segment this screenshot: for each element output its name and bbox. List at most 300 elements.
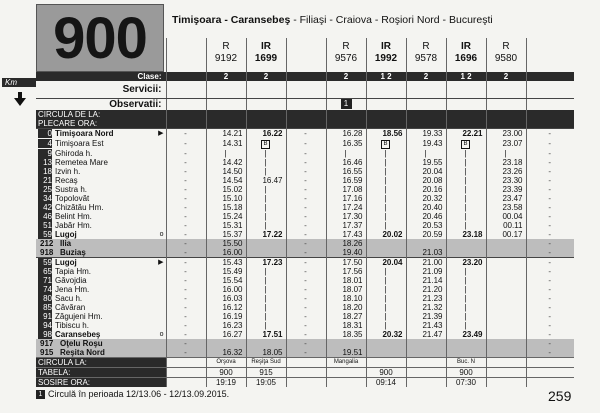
time-cell: | <box>366 267 406 276</box>
time-cell: - <box>166 149 206 158</box>
station-marker: ▶ <box>158 259 164 266</box>
time-cell: | <box>246 294 286 303</box>
time-cell: - <box>526 185 574 194</box>
time-cell <box>326 339 366 348</box>
branch-station: Reşita Nord <box>60 348 105 357</box>
station-name <box>36 303 166 312</box>
time-cell: 17.50 <box>326 258 366 268</box>
empty-cell <box>446 110 486 119</box>
time-cell: 23.26 <box>486 167 526 176</box>
station-row <box>36 129 574 139</box>
time-cell: - <box>526 158 574 167</box>
time-cell: | <box>486 149 526 158</box>
time-cell: | <box>366 321 406 330</box>
time-cell: 17.43 <box>326 230 366 239</box>
station-name <box>36 330 166 339</box>
time-cell: - <box>166 303 206 312</box>
arrival-cell <box>326 378 366 388</box>
time-cell: - <box>286 138 326 149</box>
time-cell <box>446 248 486 258</box>
time-cell: 17.23 <box>246 258 286 268</box>
train-category: R <box>502 41 510 52</box>
down-arrow-icon <box>14 92 26 106</box>
time-cell: | <box>246 194 286 203</box>
train-header <box>326 38 366 72</box>
time-cell: | <box>366 185 406 194</box>
time-cell: - <box>526 348 574 358</box>
station-label: Chizătău Hm. <box>55 203 104 212</box>
time-cell: - <box>526 194 574 203</box>
empty-cell <box>166 119 206 129</box>
time-cell: 16.22 <box>246 129 286 139</box>
row-label: PLECARE ORA: <box>36 119 166 129</box>
empty-cell <box>246 119 286 129</box>
time-cell: | <box>446 176 486 185</box>
time-cell: | <box>366 194 406 203</box>
time-cell: 20.04 <box>406 167 446 176</box>
time-cell: - <box>526 258 574 268</box>
time-cell <box>406 339 446 348</box>
time-cell: 23.47 <box>486 194 526 203</box>
station-name <box>36 321 166 330</box>
station-label: Jabăr Hm. <box>55 221 92 230</box>
station-row <box>36 138 574 149</box>
station-row <box>36 203 574 212</box>
destination-cell: Buc. N <box>446 358 486 368</box>
empty-cell <box>326 119 366 129</box>
time-cell: - <box>286 221 326 230</box>
time-cell: - <box>526 221 574 230</box>
observation-cell <box>406 98 446 110</box>
time-cell: 00.17 <box>486 230 526 239</box>
train-number: 9192 <box>214 53 238 64</box>
time-cell: 15.02 <box>206 185 246 194</box>
time-cell: - <box>166 194 206 203</box>
station-label: Topolovăt <box>55 194 90 203</box>
time-cell: | <box>366 176 406 185</box>
time-cell: | <box>446 212 486 221</box>
route-title-bold: Timişoara - Caransebeş <box>172 14 291 26</box>
tabela-cell <box>406 368 446 378</box>
empty-cell <box>526 110 574 119</box>
time-cell: - <box>526 330 574 339</box>
station-name <box>36 276 166 285</box>
bed-icon: B <box>463 141 468 147</box>
time-cell: 19.51 <box>326 348 366 358</box>
time-cell: - <box>286 212 326 221</box>
page-number: 259 <box>548 388 572 404</box>
station-label: Tapia Hm. <box>55 267 92 276</box>
tabela-cell: 900 <box>446 368 486 378</box>
time-cell: - <box>526 212 574 221</box>
arrival-cell: 07:30 <box>446 378 486 388</box>
time-cell: - <box>166 167 206 176</box>
time-cell <box>446 138 486 149</box>
station-name <box>36 312 166 321</box>
station-label: Sustra h. <box>55 185 88 194</box>
time-cell: 21.23 <box>406 294 446 303</box>
train-number: 9580 <box>494 53 518 64</box>
time-cell: - <box>166 330 206 339</box>
station-row <box>36 312 574 321</box>
time-cell: 20.32 <box>366 330 406 339</box>
destination-cell <box>526 358 574 368</box>
branch-row <box>36 339 574 348</box>
time-cell: - <box>166 339 206 348</box>
time-cell: - <box>526 149 574 158</box>
station-row <box>36 276 574 285</box>
station-row <box>36 303 574 312</box>
empty-cell <box>326 110 366 119</box>
time-cell: | <box>446 194 486 203</box>
empty-cell <box>446 119 486 129</box>
km-value: 94 <box>38 321 52 330</box>
observation-cell <box>486 98 526 110</box>
train-number: 1992 <box>374 53 398 64</box>
station-name <box>36 158 166 167</box>
time-cell: - <box>286 203 326 212</box>
time-cell: - <box>166 258 206 268</box>
destination-cell <box>486 358 526 368</box>
time-cell: - <box>526 176 574 185</box>
label-row-plecare_ora <box>36 119 574 129</box>
time-cell: 21.14 <box>406 276 446 285</box>
time-cell: 19.33 <box>406 129 446 139</box>
time-cell <box>486 276 526 285</box>
time-cell: 16.59 <box>326 176 366 185</box>
station-label: Căvăran <box>55 303 86 312</box>
station-row <box>36 158 574 167</box>
time-cell: 20.02 <box>366 230 406 239</box>
time-cell: 23.58 <box>486 203 526 212</box>
time-cell: - <box>526 138 574 149</box>
time-cell <box>486 330 526 339</box>
time-cell: 15.37 <box>206 230 246 239</box>
station-row <box>36 212 574 221</box>
station-row <box>36 185 574 194</box>
time-cell: 15.24 <box>206 212 246 221</box>
time-cell: 20.46 <box>406 212 446 221</box>
time-cell: 18.07 <box>326 285 366 294</box>
branch-name <box>36 348 166 358</box>
time-cell: 16.27 <box>206 330 246 339</box>
station-row <box>36 285 574 294</box>
class-cell: 1 2 <box>366 72 406 81</box>
destination-cell <box>166 358 206 368</box>
branch-row <box>36 348 574 358</box>
time-cell: 16.28 <box>326 129 366 139</box>
time-cell: | <box>446 276 486 285</box>
observation-cell <box>166 98 206 110</box>
time-cell: 16.00 <box>206 248 246 258</box>
time-cell: - <box>166 138 206 149</box>
time-cell: 18.05 <box>246 348 286 358</box>
arrival-cell: 19:19 <box>206 378 246 388</box>
time-cell: - <box>526 129 574 139</box>
km-value: 46 <box>38 212 52 221</box>
time-cell <box>486 285 526 294</box>
time-cell: 14.31 <box>206 138 246 149</box>
km-value: 21 <box>38 176 52 185</box>
station-name <box>36 167 166 176</box>
services-row <box>36 81 574 98</box>
service-cell <box>286 81 326 98</box>
time-cell: - <box>166 176 206 185</box>
station-label: Zăgujeni Hm. <box>55 312 103 321</box>
tabela-cell <box>526 368 574 378</box>
arrival-cell: 19:05 <box>246 378 286 388</box>
station-marker: o <box>159 231 164 238</box>
time-cell: - <box>166 203 206 212</box>
station-row <box>36 221 574 230</box>
time-cell: - <box>286 339 326 348</box>
time-cell: 16.12 <box>206 303 246 312</box>
time-cell <box>366 239 406 248</box>
time-cell: | <box>206 149 246 158</box>
time-cell: - <box>286 176 326 185</box>
km-value: 74 <box>38 285 52 294</box>
time-cell: | <box>246 312 286 321</box>
time-cell: 21.09 <box>406 267 446 276</box>
time-cell: - <box>526 321 574 330</box>
service-cell <box>206 81 246 98</box>
time-cell: 21.39 <box>406 312 446 321</box>
observation-cell <box>366 98 406 110</box>
train-category: R <box>342 41 350 52</box>
time-cell <box>406 239 446 248</box>
train-header <box>526 38 574 72</box>
station-label: Ghiroda h. <box>55 149 93 158</box>
branch-number: 918 <box>40 248 54 257</box>
train-number: 9576 <box>334 53 358 64</box>
time-cell <box>206 339 246 348</box>
tabela-row <box>36 368 574 378</box>
time-cell: | <box>446 321 486 330</box>
circula-la-row <box>36 358 574 368</box>
empty-cell <box>526 119 574 129</box>
route-title <box>172 14 493 26</box>
time-cell <box>486 248 526 258</box>
time-cell: | <box>366 276 406 285</box>
time-cell: - <box>286 230 326 239</box>
time-cell: 15.50 <box>206 239 246 248</box>
time-cell: - <box>286 330 326 339</box>
time-cell: - <box>526 312 574 321</box>
time-cell: - <box>526 276 574 285</box>
time-cell: - <box>166 267 206 276</box>
km-label: Km <box>2 78 36 87</box>
time-cell: | <box>406 149 446 158</box>
empty-cell <box>286 119 326 129</box>
time-cell: - <box>286 294 326 303</box>
time-cell: | <box>246 158 286 167</box>
station-row <box>36 176 574 185</box>
train-header <box>406 38 446 72</box>
time-cell: 18.10 <box>326 294 366 303</box>
time-cell: - <box>526 303 574 312</box>
km-value: 13 <box>38 158 52 167</box>
station-name <box>36 267 166 276</box>
time-cell: 14.50 <box>206 167 246 176</box>
tabela-cell: 915 <box>246 368 286 378</box>
empty-cell <box>246 110 286 119</box>
station-row <box>36 149 574 158</box>
time-cell: - <box>286 167 326 176</box>
time-cell: - <box>166 312 206 321</box>
time-cell: 20.32 <box>406 194 446 203</box>
observation-cell <box>526 98 574 110</box>
km-value: 25 <box>38 185 52 194</box>
time-cell: - <box>526 203 574 212</box>
empty-cell <box>166 110 206 119</box>
km-value: 42 <box>38 203 52 212</box>
time-cell: | <box>246 149 286 158</box>
service-cell <box>406 81 446 98</box>
km-value: 80 <box>38 294 52 303</box>
empty-cell <box>286 110 326 119</box>
time-cell <box>486 294 526 303</box>
destination-cell <box>286 358 326 368</box>
class-cell: 1 2 <box>446 72 486 81</box>
station-row <box>36 230 574 239</box>
km-value: 34 <box>38 194 52 203</box>
time-cell: - <box>286 194 326 203</box>
time-cell: | <box>446 267 486 276</box>
timetable <box>36 38 574 387</box>
tabela-cell <box>286 368 326 378</box>
time-cell: 21.03 <box>406 248 446 258</box>
time-cell: 21.43 <box>406 321 446 330</box>
time-cell: 18.26 <box>326 239 366 248</box>
station-label: Tibiscu h. <box>55 321 89 330</box>
km-value: 71 <box>38 276 52 285</box>
time-cell: | <box>446 158 486 167</box>
time-cell: - <box>526 239 574 248</box>
destination-cell: Reşiţa Sud <box>246 358 286 368</box>
time-cell: 19.40 <box>326 248 366 258</box>
observation-cell <box>246 98 286 110</box>
station-marker: o <box>159 331 164 338</box>
time-cell: 15.10 <box>206 194 246 203</box>
time-cell: | <box>446 149 486 158</box>
observation-cell <box>286 98 326 110</box>
time-cell: | <box>366 221 406 230</box>
train-header-row <box>36 38 574 72</box>
row-label: SOSIRE ORA: <box>36 378 166 388</box>
empty-cell <box>486 110 526 119</box>
time-cell <box>366 339 406 348</box>
km-value: 18 <box>38 167 52 176</box>
time-cell: 00.11 <box>486 221 526 230</box>
time-cell: | <box>326 149 366 158</box>
time-cell: 18.27 <box>326 312 366 321</box>
station-row <box>36 294 574 303</box>
train-header <box>206 38 246 72</box>
class-cell: 2 <box>206 72 246 81</box>
station-label: Timişoara Nord <box>55 129 114 138</box>
time-cell: - <box>286 258 326 268</box>
time-cell <box>486 339 526 348</box>
station-name <box>36 129 166 139</box>
station-marker: ▶ <box>158 130 164 137</box>
train-header <box>446 38 486 72</box>
time-cell: - <box>286 239 326 248</box>
km-value: 59 <box>38 230 52 239</box>
station-name <box>36 138 166 149</box>
classes-label: Clase: <box>36 72 166 81</box>
class-cell <box>526 72 574 81</box>
service-cell <box>246 81 286 98</box>
time-cell: - <box>166 239 206 248</box>
branch-row <box>36 248 574 258</box>
observation-cell <box>326 98 366 110</box>
time-cell: 18.56 <box>366 129 406 139</box>
destination-cell: Orşova <box>206 358 246 368</box>
time-cell: 19.55 <box>406 158 446 167</box>
time-cell: 15.31 <box>206 221 246 230</box>
time-cell: | <box>446 285 486 294</box>
empty-cell <box>366 119 406 129</box>
time-cell: 21.20 <box>406 285 446 294</box>
time-cell: 16.00 <box>206 285 246 294</box>
arrival-cell <box>526 378 574 388</box>
train-header <box>166 38 206 72</box>
arrival-cell <box>286 378 326 388</box>
time-cell: | <box>246 276 286 285</box>
km-value: 98 <box>38 330 52 339</box>
time-cell: - <box>166 221 206 230</box>
time-cell: 23.00 <box>486 129 526 139</box>
time-cell: | <box>366 312 406 321</box>
time-cell: - <box>526 267 574 276</box>
time-cell <box>246 138 286 149</box>
class-cell: 2 <box>246 72 286 81</box>
station-name <box>36 230 166 239</box>
station-row <box>36 330 574 339</box>
time-cell: | <box>366 294 406 303</box>
time-cell: 23.20 <box>446 258 486 268</box>
train-header <box>246 38 286 72</box>
station-name <box>36 203 166 212</box>
train-header <box>366 38 406 72</box>
time-cell <box>246 239 286 248</box>
time-cell: 21.00 <box>406 258 446 268</box>
time-cell: | <box>246 285 286 294</box>
time-cell: 20.04 <box>366 258 406 268</box>
service-cell <box>486 81 526 98</box>
time-cell: 17.30 <box>326 212 366 221</box>
time-cell: - <box>286 303 326 312</box>
time-cell <box>446 348 486 358</box>
time-cell <box>366 248 406 258</box>
time-cell: 18.20 <box>326 303 366 312</box>
observation-cell <box>206 98 246 110</box>
km-value: 9 <box>38 149 52 158</box>
time-cell: 17.08 <box>326 185 366 194</box>
time-cell: - <box>166 185 206 194</box>
station-label: Recaş <box>55 176 78 185</box>
observations-row <box>36 98 574 110</box>
empty-cell <box>406 119 446 129</box>
time-cell: 15.43 <box>206 258 246 268</box>
station-name <box>36 176 166 185</box>
time-cell: 16.55 <box>326 167 366 176</box>
station-name <box>36 194 166 203</box>
time-cell: 14.54 <box>206 176 246 185</box>
observation-mark: 1 <box>341 99 352 109</box>
time-cell: 15.54 <box>206 276 246 285</box>
station-label: Timişoara Est <box>55 139 104 148</box>
